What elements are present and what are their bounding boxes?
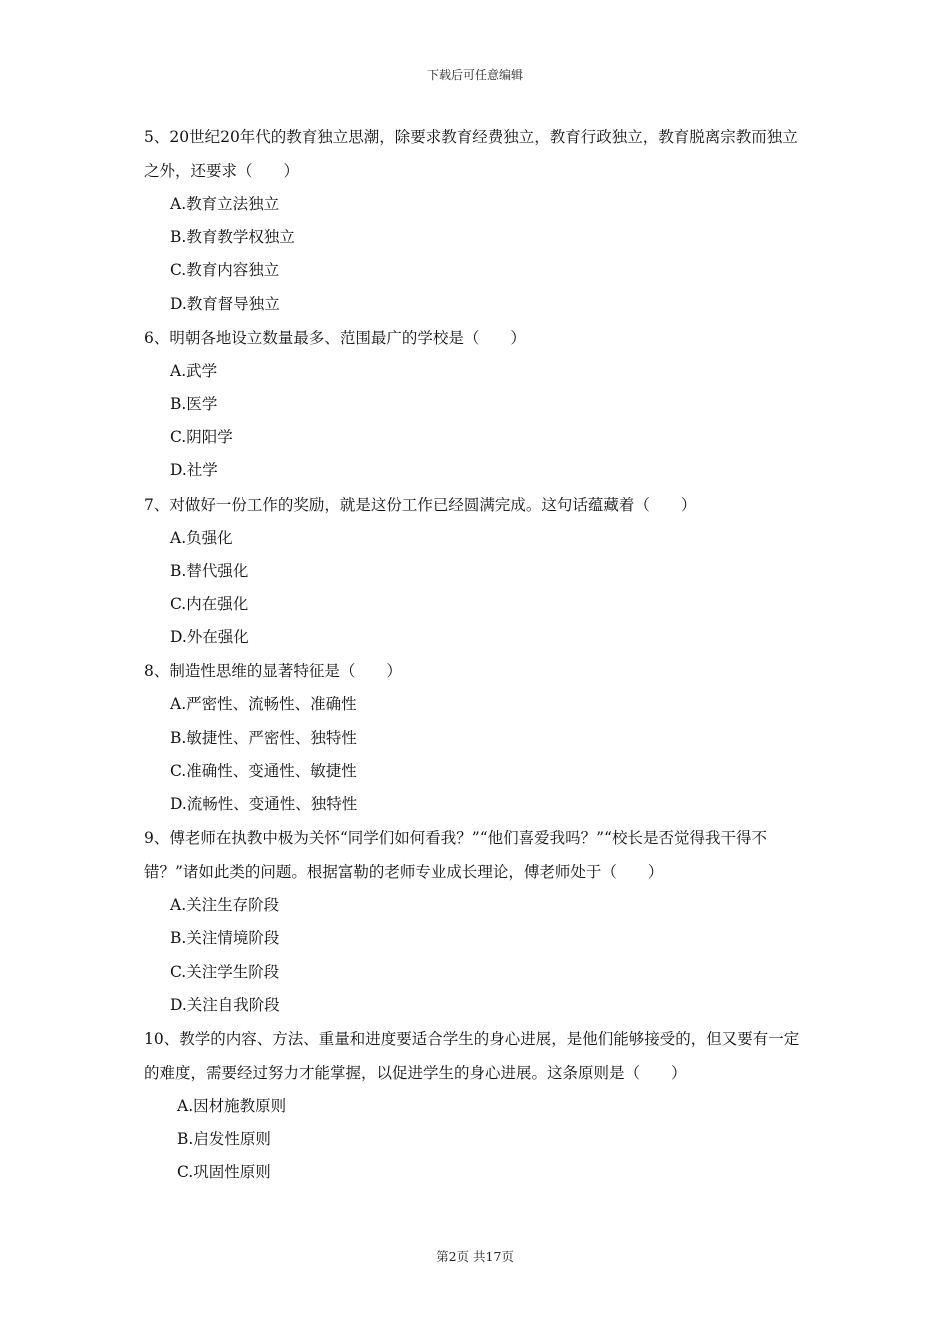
option-c: C.巩固性原则 bbox=[177, 1163, 271, 1182]
option-b: B.教育教学权独立 bbox=[170, 228, 295, 247]
question-9 bbox=[144, 821, 809, 1022]
option-b: B.启发性原则 bbox=[177, 1130, 271, 1149]
option-b: B.关注情境阶段 bbox=[170, 929, 280, 948]
option-a: A.因材施教原则 bbox=[177, 1097, 287, 1116]
question-list bbox=[144, 120, 809, 1190]
option-c: C.关注学生阶段 bbox=[170, 962, 280, 981]
option-a: A.严密性、流畅性、准确性 bbox=[170, 695, 357, 714]
option-c: C.阴阳学 bbox=[170, 428, 233, 447]
option-d: D.关注自我阶段 bbox=[170, 995, 280, 1014]
question-stem: 5、20世纪20年代的教育独立思潮，除要求教育经费独立，教育行政独立，教育脱离宗教而独立之外，还要求（ ） bbox=[144, 128, 798, 180]
header-note: 下载后可任意编辑 bbox=[426, 68, 523, 82]
question-stem: 10、教学的内容、方法、重量和进度要适合学生的身心进展，是他们能够接受的，但又要有一定的难度，需要经过努力才能掌握，以促进学生的身心进展。这条原则是（ ） bbox=[144, 1030, 800, 1083]
page-number-footer: 第2页 共17页 bbox=[436, 1249, 514, 1264]
option-a: A.武学 bbox=[170, 361, 218, 380]
question-6 bbox=[144, 321, 809, 488]
option-d: D.外在强化 bbox=[170, 628, 249, 647]
option-d: D.教育督导独立 bbox=[170, 294, 280, 313]
option-b: B.医学 bbox=[170, 395, 218, 414]
question-stem: 6、明朝各地设立数量最多、范围最广的学校是（ ） bbox=[144, 328, 526, 347]
option-b: B.替代强化 bbox=[170, 561, 249, 580]
question-10 bbox=[144, 1022, 809, 1190]
option-c: C.教育内容独立 bbox=[170, 261, 280, 280]
question-stem: 7、对做好一份工作的奖励，就是这份工作已经圆满完成。这句话蕴藏着（ ） bbox=[144, 495, 697, 514]
option-c: C.准确性、变通性、敏捷性 bbox=[170, 761, 357, 780]
question-stem: 9、傅老师在执教中极为关怀“同学们如何看我？”“他们喜爱我吗？”“校长是否觉得我干得不错？”诸如此类的问题。根据富勒的老师专业成长理论，傅老师处于（ ） bbox=[144, 829, 767, 882]
question-8 bbox=[144, 654, 809, 821]
option-c: C.内在强化 bbox=[170, 595, 249, 614]
option-a: A.负强化 bbox=[170, 528, 233, 547]
option-b: B.敏捷性、严密性、独特性 bbox=[170, 728, 357, 747]
question-7 bbox=[144, 488, 809, 655]
option-a: A.关注生存阶段 bbox=[170, 896, 280, 915]
option-d: D.社学 bbox=[170, 461, 218, 480]
option-d: D.流畅性、变通性、独特性 bbox=[170, 795, 358, 814]
question-5 bbox=[144, 120, 809, 321]
question-stem: 8、制造性思维的显著特征是（ ） bbox=[144, 662, 402, 681]
option-a: A.教育立法独立 bbox=[170, 195, 280, 213]
